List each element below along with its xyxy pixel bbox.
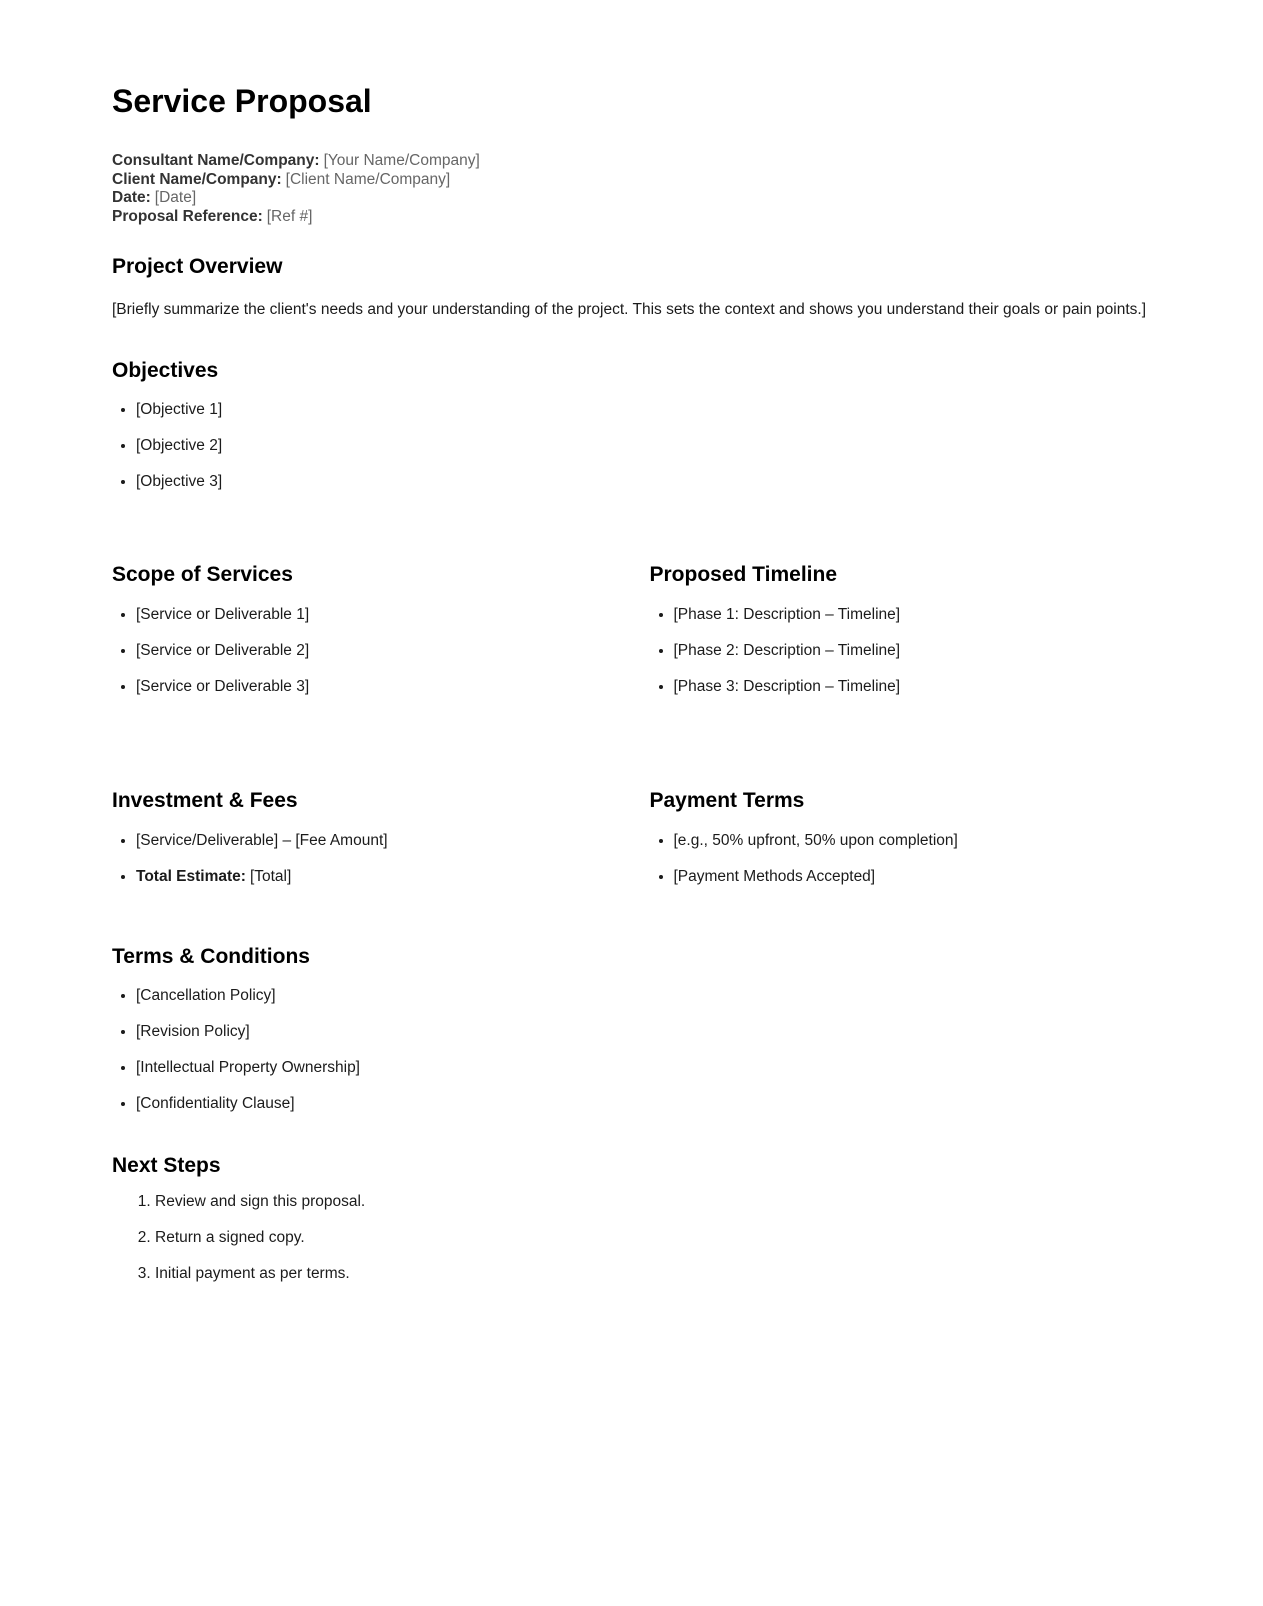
section-payment-heading: Payment Terms [649,788,805,812]
list-item: • [Service/Deliverable] – [Fee Amount] [136,831,614,851]
list-item: • [Objective 2] [136,436,1151,456]
list-item: • [Phase 1: Description – Timeline] [674,605,1152,625]
list-item: • [Objective 3] [136,472,1151,492]
meta-label: Consultant Name/Company: [112,152,320,169]
total-estimate-label: Total Estimate: [136,867,246,885]
meta-value: [Client Name/Company] [285,170,451,188]
proposed-timeline-column [650,563,1152,697]
section-timeline-heading: Proposed Timeline [649,562,837,586]
section-project-overview-heading: Project Overview [112,255,283,278]
list-item: 1. Review and sign this proposal. [155,1192,1151,1212]
meta-value: [Your Name/Company] [323,152,480,169]
meta-label: Client Name/Company: [112,170,282,188]
list-item: • [Confidentiality Clause] [136,1094,1151,1114]
list-item: • [Cancellation Policy] [136,986,1151,1006]
meta-label: Date: [112,189,151,206]
investment-fees-column [112,789,614,887]
section-next-steps-heading: Next Steps [112,1153,221,1177]
list-item: • [Phase 3: Description – Timeline] [674,677,1152,697]
terms-list [112,986,1151,1114]
list-item: • [Intellectual Property Ownership] [136,1058,1151,1078]
two-column-row-1 [112,563,1151,697]
list-item: • [Service or Deliverable 2] [136,641,614,661]
list-item: • [Payment Methods Accepted] [674,867,1152,887]
meta-line-consultant [112,152,1151,171]
investment-list [112,831,614,887]
meta-line-date [112,189,1151,208]
meta-label: Proposal Reference: [112,207,263,225]
meta-line-client [112,171,1151,190]
objectives-list [112,400,1151,492]
list-item: 2. Return a signed copy. [155,1228,1151,1248]
section-investment-heading: Investment & Fees [112,788,298,812]
meta-value: [Date] [154,189,197,206]
list-item: • [Revision Policy] [136,1022,1151,1042]
meta-line-reference [112,208,1151,227]
payment-list [650,831,1152,887]
total-estimate-value: [Total] [249,867,292,885]
section-objectives-heading: Objectives [112,358,219,382]
list-item [136,867,614,887]
list-item: • [Objective 1] [136,400,1151,420]
list-item: • [Service or Deliverable 1] [136,605,614,625]
list-item: • [Service or Deliverable 3] [136,677,614,697]
project-overview-body: [Briefly summarize the client's needs and your understanding of the project. This sets the context and shows you understand their goals or pain points.] [112,301,1147,318]
payment-terms-column [650,789,1152,887]
timeline-list [650,605,1152,697]
section-terms-heading: Terms & Conditions [112,944,310,968]
list-item: 3. Initial payment as per terms. [155,1264,1151,1284]
list-item: • [e.g., 50% upfront, 50% upon completion] [674,831,1152,851]
meta-value: [Ref #] [266,207,313,225]
scope-list [112,605,614,697]
scope-of-services-column [112,563,614,697]
next-steps-list [112,1192,1151,1284]
list-item: • [Phase 2: Description – Timeline] [674,641,1152,661]
page-title: Service Proposal [112,83,372,119]
meta-block [112,152,1151,226]
two-column-row-2 [112,789,1151,887]
section-scope-heading: Scope of Services [112,562,293,586]
